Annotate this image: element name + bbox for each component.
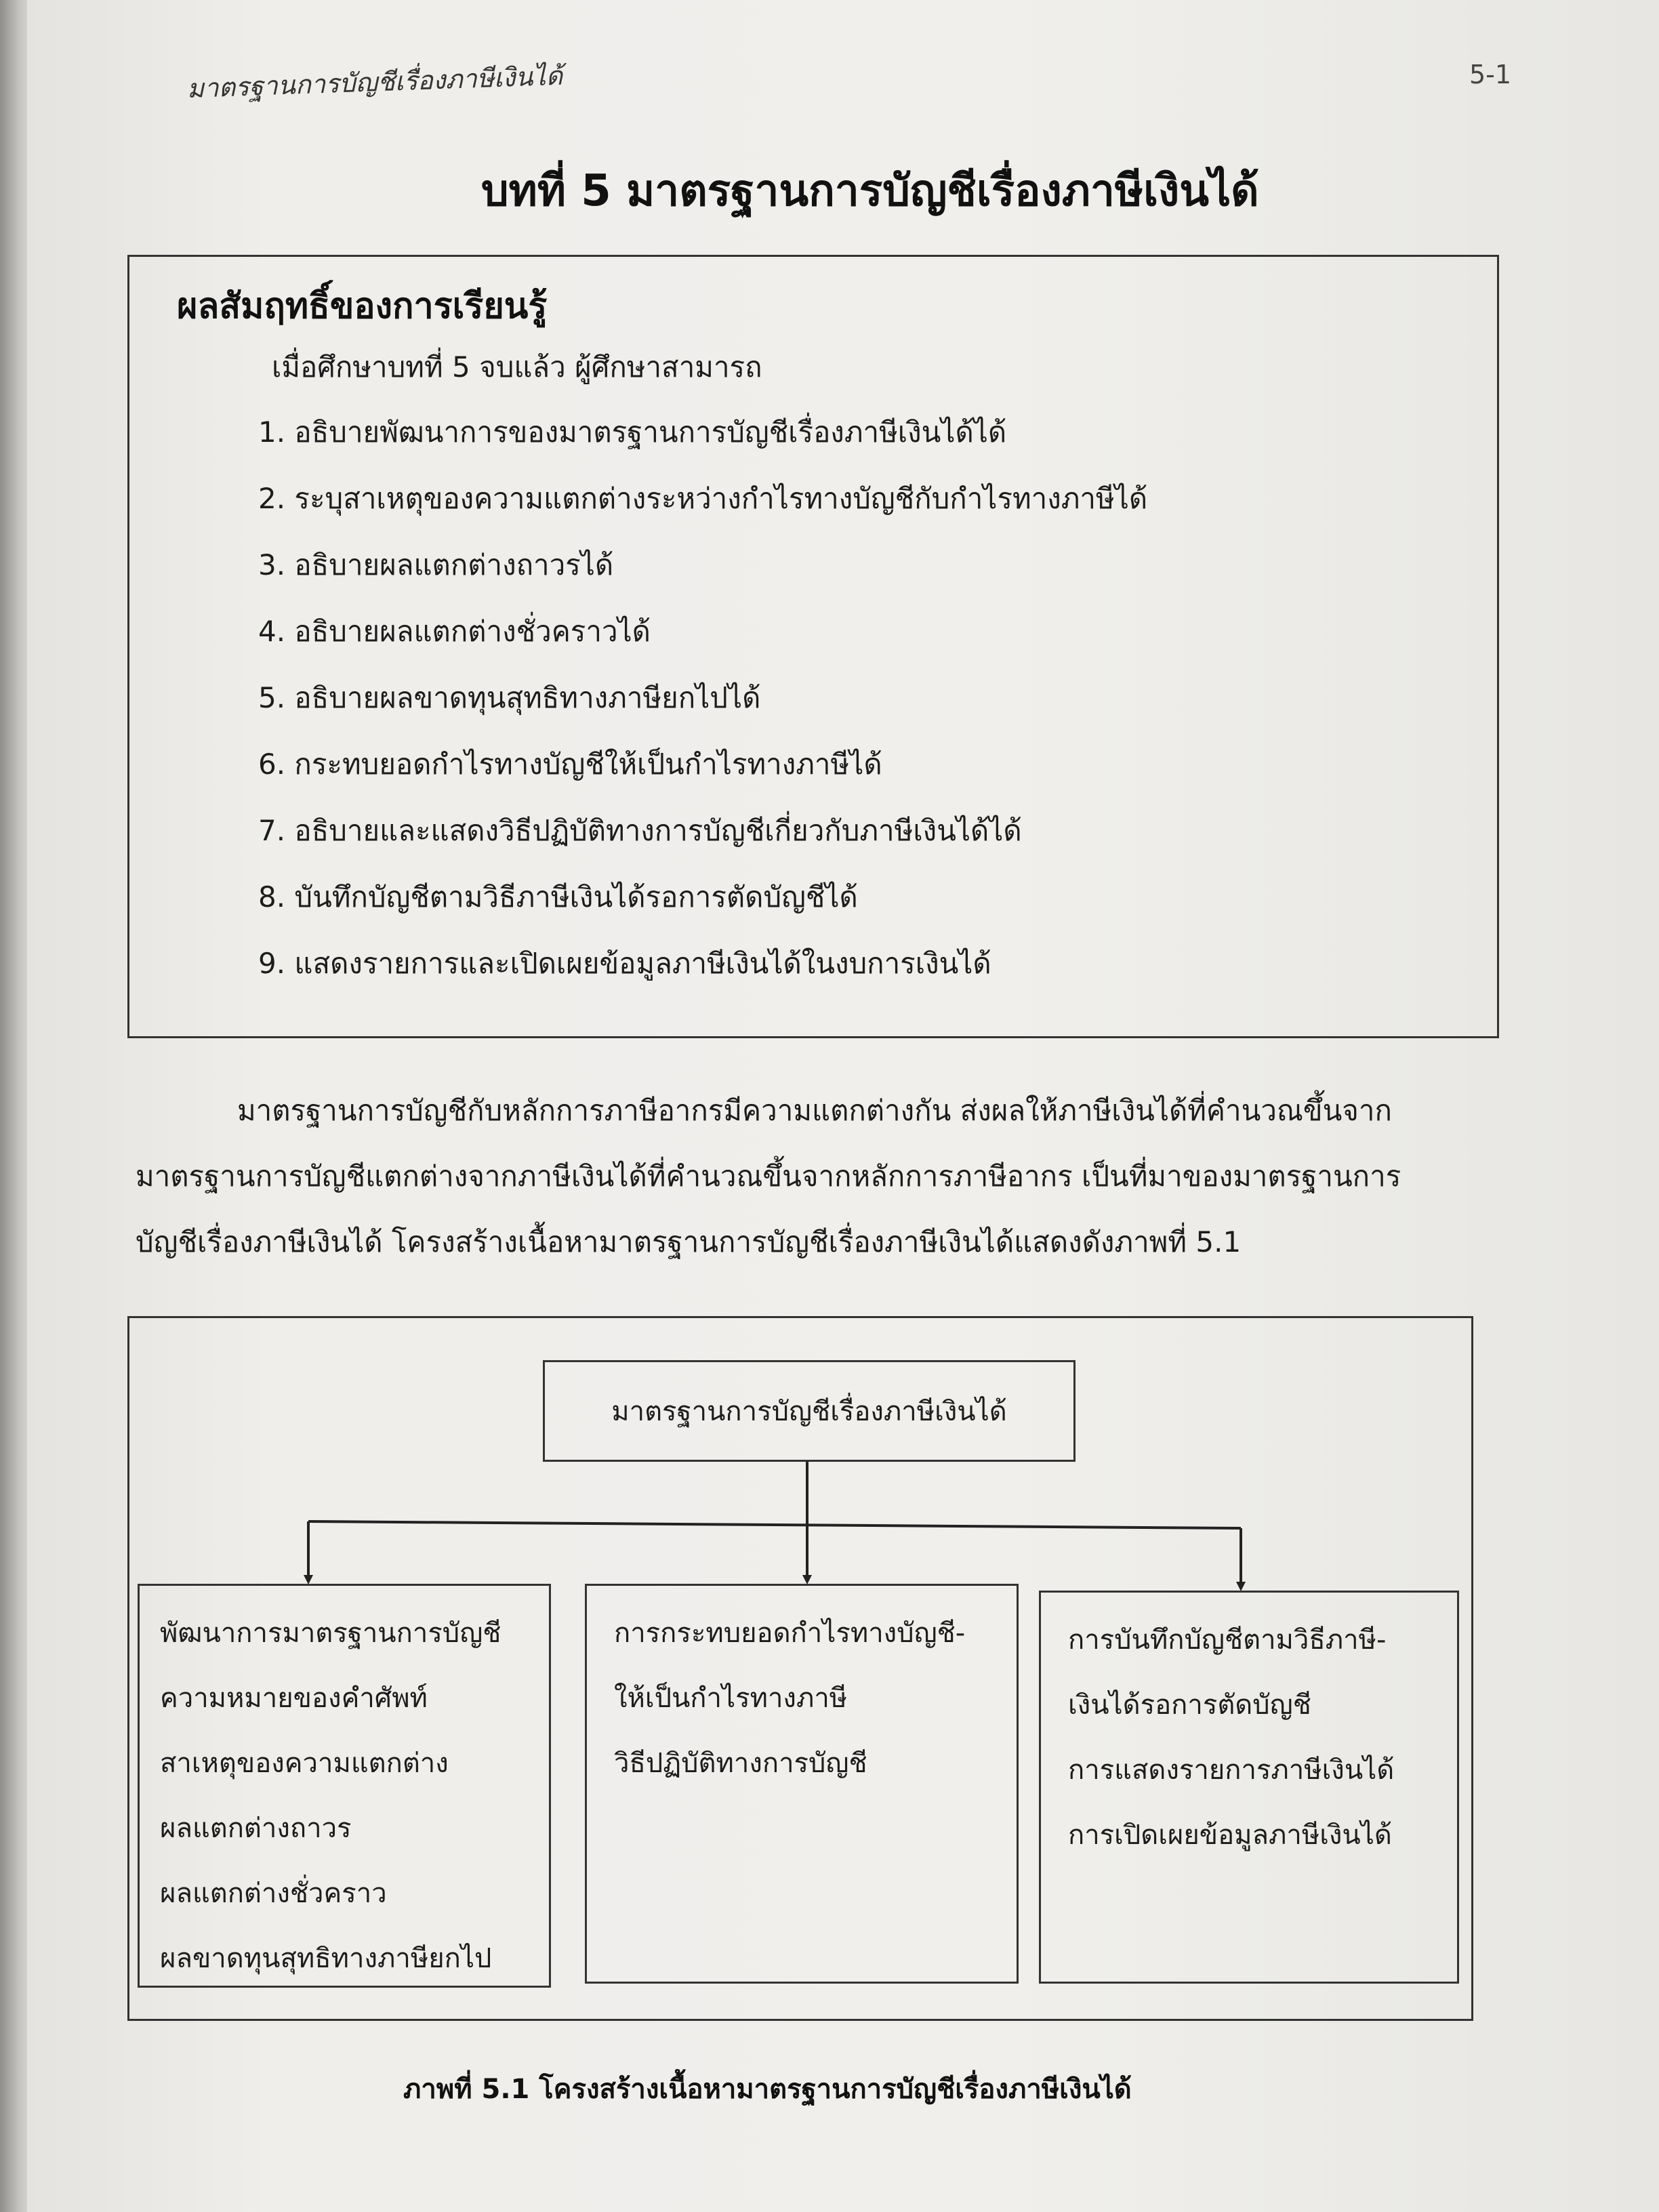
page-number: 5-1 xyxy=(1469,60,1512,89)
node-line: ผลแตกต่างถาวร xyxy=(160,1813,352,1844)
diagram-root-node: มาตรฐานการบัญชีเรื่องภาษีเงินได้ xyxy=(543,1360,1076,1462)
list-item: 8. บันทึกบัญชีตามวิธีภาษีเงินได้รอการตัดบัญชีได้ xyxy=(258,880,858,914)
running-head: มาตรฐานการบัญชีเรื่องภาษีเงินได้ xyxy=(186,60,563,104)
learning-outcomes-list xyxy=(258,399,1147,997)
diagram-node-middle xyxy=(585,1584,1019,1984)
node-line: การเปิดเผยข้อมูลภาษีเงินได้ xyxy=(1068,1820,1392,1851)
node-line: พัฒนาการมาตรฐานการบัญชี xyxy=(160,1618,501,1649)
list-item: 9. แสดงรายการและเปิดเผยข้อมูลภาษีเงินได้ในงบการเงินได้ xyxy=(258,947,991,980)
chapter-title: บทที่ 5 มาตรฐานการบัญชีเรื่องภาษีเงินได้ xyxy=(481,166,1259,216)
list-item: 6. กระทบยอดกำไรทางบัญชีให้เป็นกำไรทางภาษีได้ xyxy=(258,747,882,781)
list-item: 3. อธิบายผลแตกต่างถาวรได้ xyxy=(258,548,614,581)
node-line: เงินได้รอการตัดบัญชี xyxy=(1068,1689,1311,1721)
node-line: ผลแตกต่างชั่วคราว xyxy=(160,1878,387,1909)
list-item: 4. อธิบายผลแตกต่างชั่วคราวได้ xyxy=(258,615,651,648)
connector-horizontal xyxy=(308,1521,1241,1528)
structure-diagram xyxy=(127,1316,1473,2021)
list-item: 7. อธิบายและแสดงวิธีปฏิบัติทางการบัญชีเกี่ยวกับภาษีเงินได้ได้ xyxy=(258,814,1022,847)
paragraph-line: มาตรฐานการบัญชีแตกต่างจากภาษีเงินได้ที่คำนวณขึ้นจากหลักการภาษีอากร เป็นที่มาของมาตรฐานการ xyxy=(136,1160,1401,1193)
diagram-node-right xyxy=(1039,1591,1459,1984)
diagram-node-left xyxy=(138,1584,551,1988)
node-line: สาเหตุของความแตกต่าง xyxy=(160,1748,449,1779)
learning-outcomes-heading: ผลสัมฤทธิ์ของการเรียนรู้ xyxy=(177,286,548,327)
node-line: วิธีปฏิบัติทางการบัญชี xyxy=(614,1748,867,1779)
node-line: การบันทึกบัญชีตามวิธีภาษี- xyxy=(1068,1624,1387,1656)
list-item: 2. ระบุสาเหตุของความแตกต่างระหว่างกำไรทางบัญชีกับกำไรทางภาษีได้ xyxy=(258,482,1148,515)
paragraph-line: มาตรฐานการบัญชีกับหลักการภาษีอากรมีความแตกต่างกัน ส่งผลให้ภาษีเงินได้ที่คำนวณขึ้นจาก xyxy=(237,1094,1392,1127)
paragraph-line: บัญชีเรื่องภาษีเงินได้ โครงสร้างเนื้อหามาตรฐานการบัญชีเรื่องภาษีเงินได้แสดงดังภาพที่ 5.1 xyxy=(136,1225,1242,1258)
figure-caption: ภาพที่ 5.1 โครงสร้างเนื้อหามาตรฐานการบัญชีเรื่องภาษีเงินได้ xyxy=(403,2074,1132,2105)
body-paragraph xyxy=(136,1078,1504,1275)
learning-outcomes-box xyxy=(127,255,1499,1038)
list-item: 5. อธิบายผลขาดทุนสุทธิทางภาษียกไปได้ xyxy=(258,681,761,714)
node-line: การแสดงรายการภาษีเงินได้ xyxy=(1068,1755,1395,1786)
learning-outcomes-intro: เมื่อศึกษาบทที่ 5 จบแล้ว ผู้ศึกษาสามารถ xyxy=(272,350,762,384)
list-item: 1. อธิบายพัฒนาการของมาตรฐานการบัญชีเรื่องภาษีเงินได้ได้ xyxy=(258,415,1007,449)
node-line: ผลขาดทุนสุทธิทางภาษียกไป xyxy=(160,1943,492,1974)
node-line: ให้เป็นกำไรทางภาษี xyxy=(614,1683,848,1714)
node-line: ความหมายของคำศัพท์ xyxy=(160,1683,428,1714)
book-page xyxy=(27,0,1659,2212)
node-line: การกระทบยอดกำไรทางบัญชี- xyxy=(614,1618,966,1649)
